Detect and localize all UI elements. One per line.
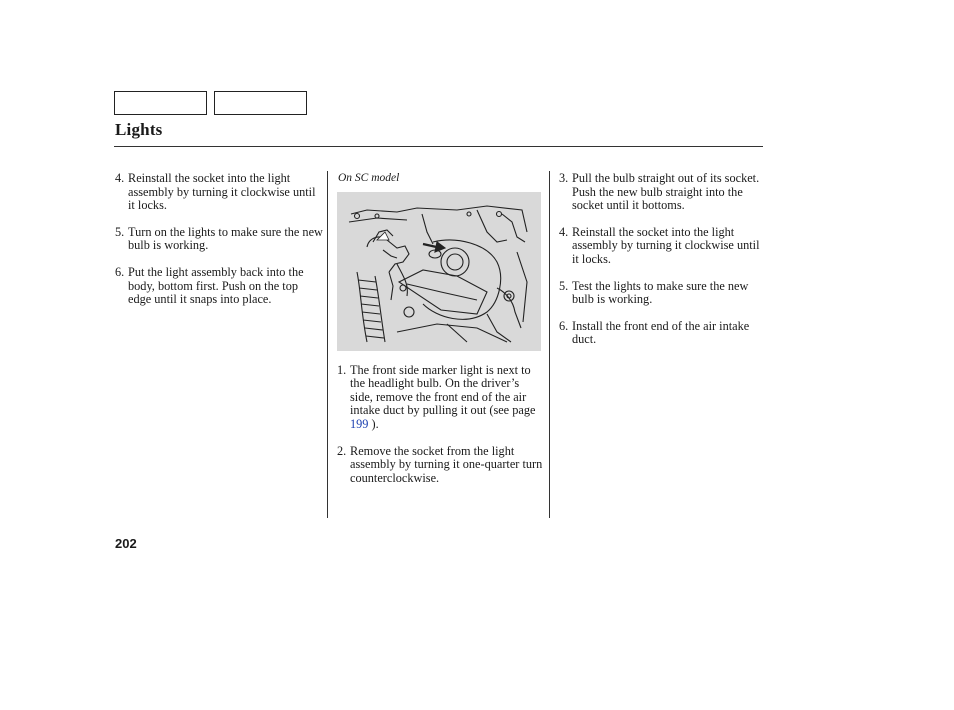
step-item [559,226,763,267]
column-divider-left [327,171,328,518]
column-divider-right [549,171,550,518]
step-number: 5. [115,224,125,239]
title-divider [114,146,763,147]
nav-button-1[interactable] [114,91,207,115]
engine-bay-drawing [337,192,541,351]
step-text: Put the light assembly back into the body, bottom first. Push on the top edge until it snaps into place. [128,264,304,307]
step-number: 2. [337,443,347,458]
step-item [115,226,323,253]
step-text: Install the front end of the air intake duct. [572,318,750,347]
step-number: 3. [559,171,569,185]
figure-caption: On SC model [338,172,400,184]
step-item [337,364,543,432]
step-text: The front side marker light is next to the headlight bulb. On the driver’s side, remove the front end of the air intake duct by pulling it out (see page [350,362,536,418]
step-number: 6. [115,264,125,279]
headlight-socket-illustration [337,192,541,351]
step-text: Turn on the lights to make sure the new bulb is working. [128,224,323,253]
page-number: 202 [115,536,137,551]
page-link[interactable]: 199 [350,416,369,431]
step-text-end: ). [368,416,379,431]
step-text: Reinstall the socket into the light assembly by turning it clockwise until it locks. [572,224,760,266]
step-item [559,280,763,307]
step-item [115,172,323,213]
step-text: Remove the socket from the light assembly by turning it one-quarter turn counterclockwise. [350,443,543,485]
middle-column [337,172,543,485]
step-item [337,445,543,486]
page-title: Lights [115,120,163,139]
step-text: Reinstall the socket into the light assembly by turning it clockwise until it locks. [128,171,316,213]
step-number: 4. [115,171,125,185]
left-column [115,172,323,307]
step-number: 1. [337,362,347,377]
step-number: 4. [559,224,569,239]
step-item [559,172,763,213]
step-number: 6. [559,318,569,333]
step-item [115,266,323,307]
step-item [559,320,763,347]
nav-button-2[interactable] [214,91,307,115]
right-column [559,172,763,347]
step-text: Test the lights to make sure the new bulb is working. [572,278,749,307]
step-text: Pull the bulb straight out of its socket. Push the new bulb straight into the socket until it bottoms. [572,171,760,213]
step-number: 5. [559,278,569,293]
